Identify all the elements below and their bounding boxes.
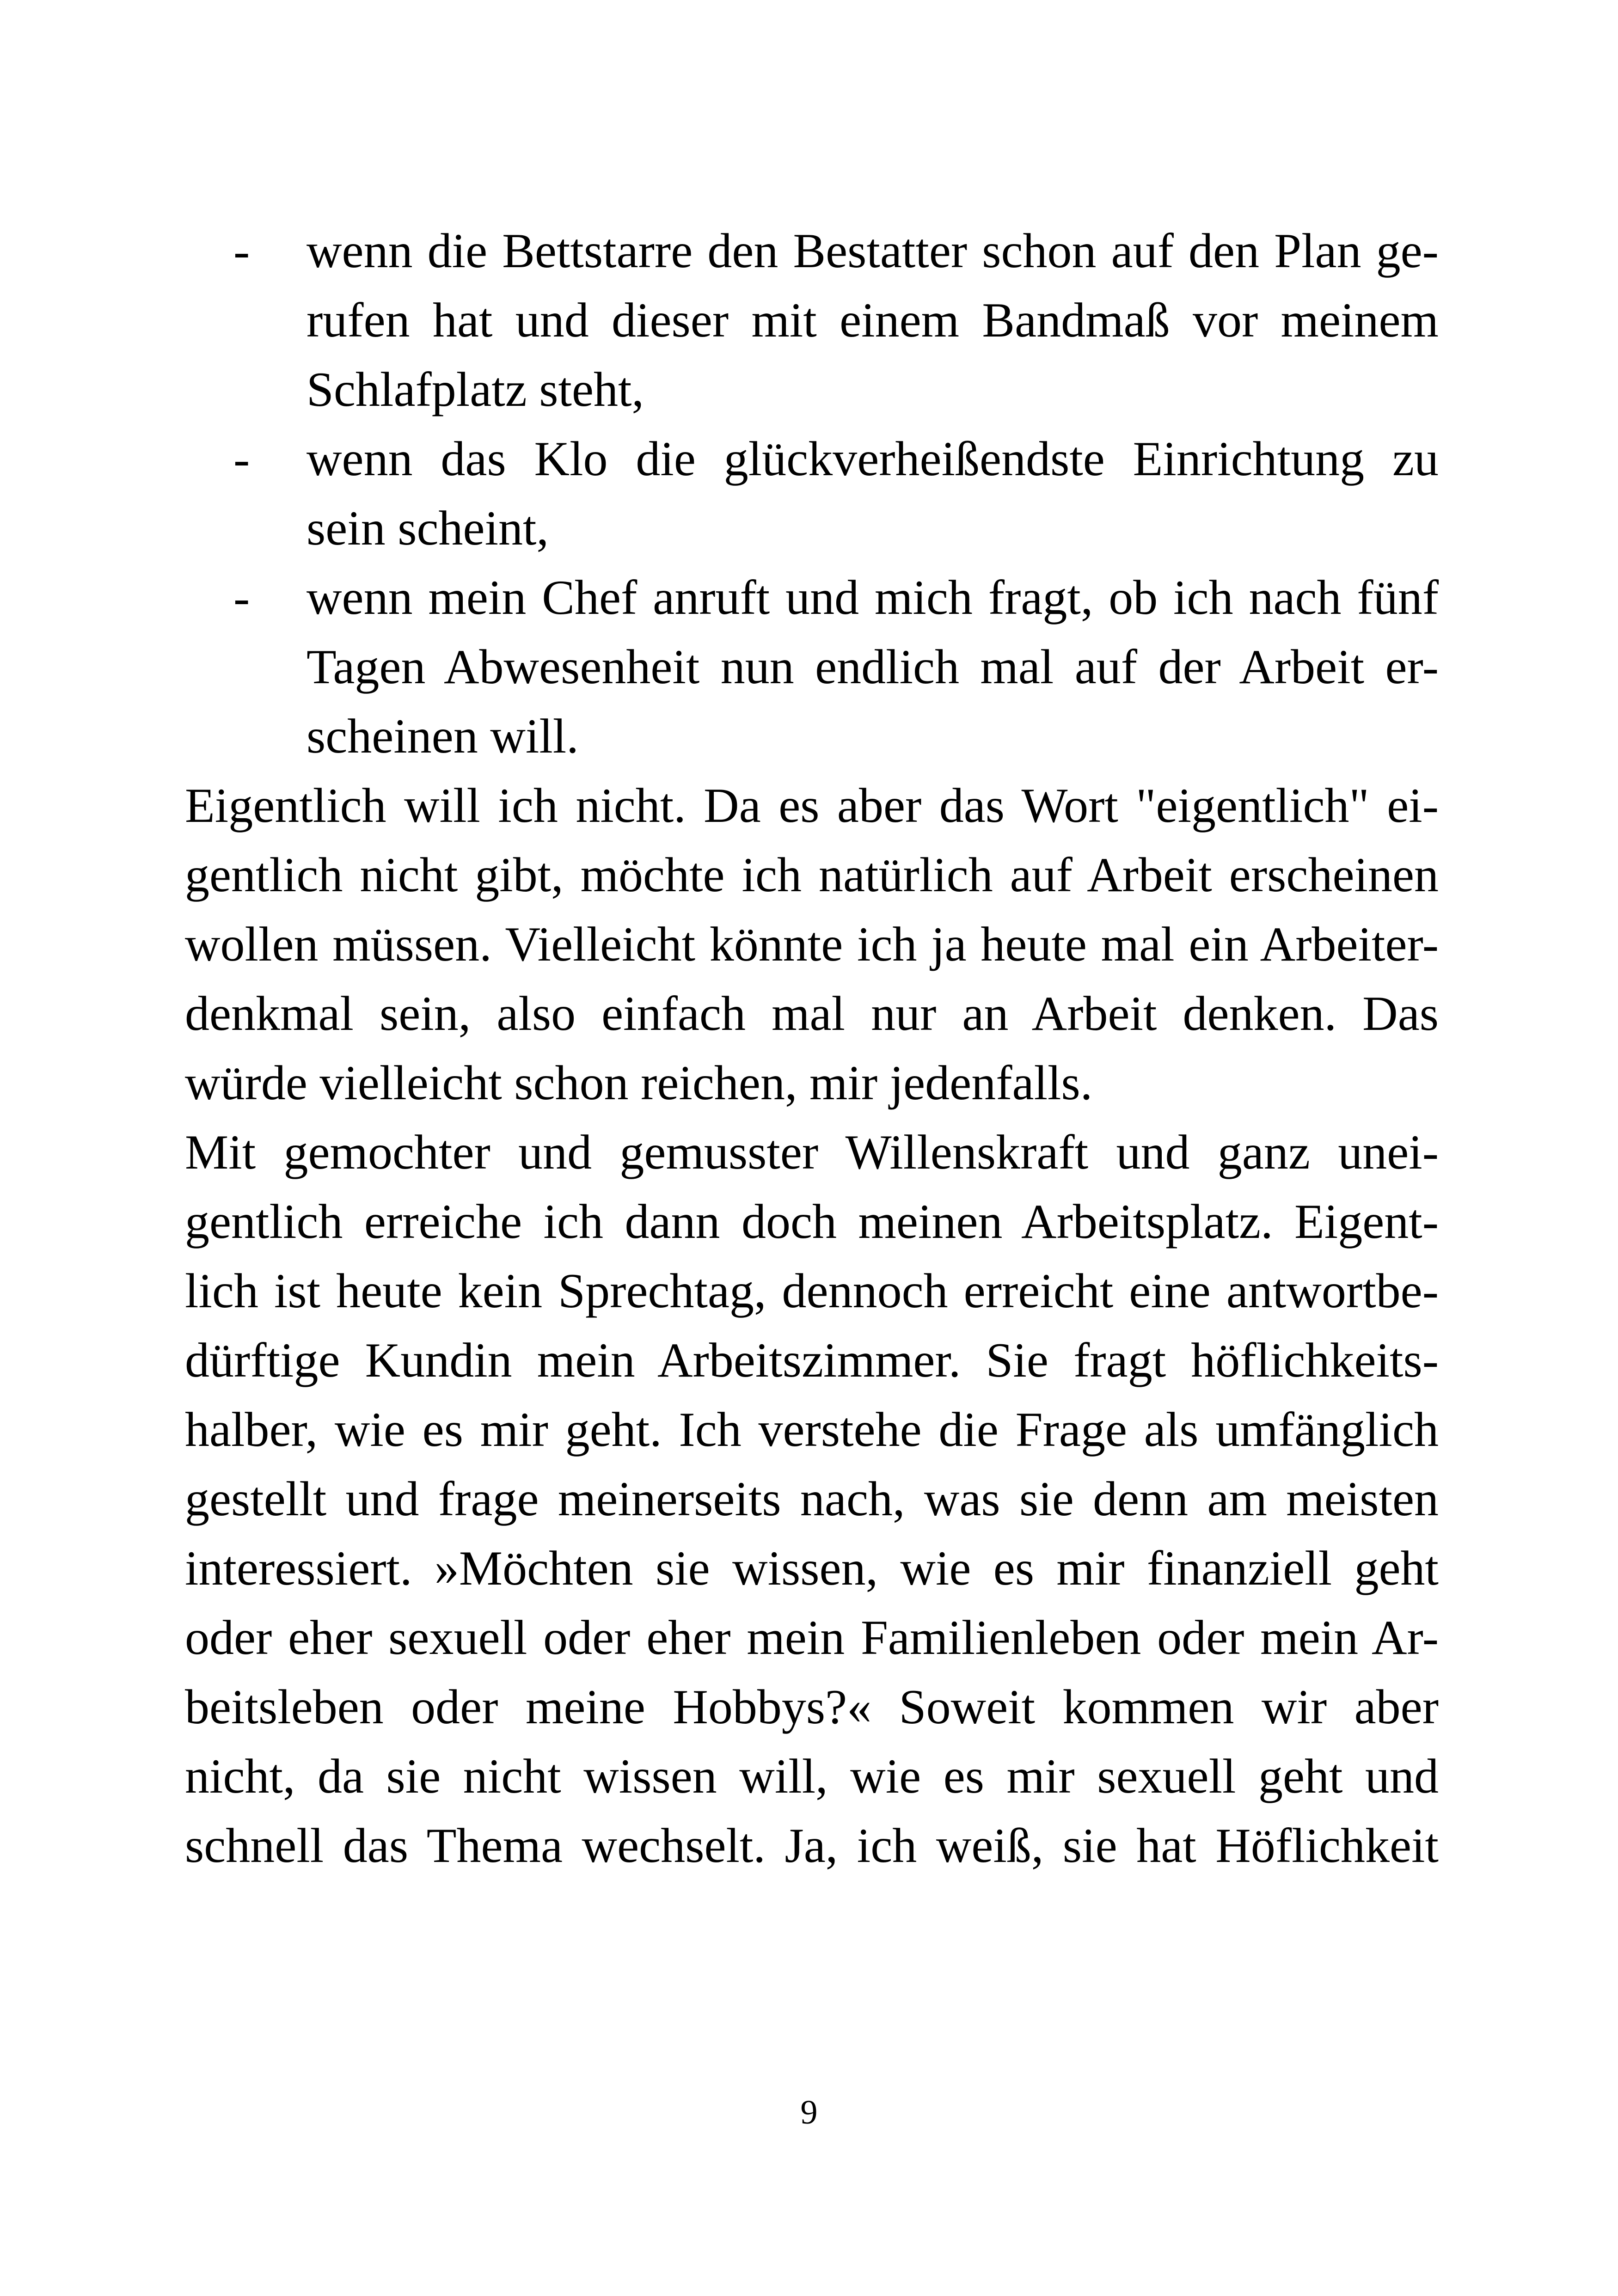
paragraph-line: nicht, da sie nicht wissen will, wie es mir sexuell geht und (185, 1749, 1439, 1803)
paragraph-line: lich ist heute kein Sprechtag, dennoch erreicht eine antwortbe- (185, 1264, 1439, 1318)
paragraph-line: gestellt und frage meinerseits nach, was sie denn am meisten (185, 1472, 1439, 1526)
list-bullet: - (233, 432, 250, 486)
paragraph-line: Mit gemochter und gemusster Willenskraft und ganz unei- (185, 1125, 1439, 1179)
page-number: 9 (800, 2094, 818, 2131)
paragraph-line: gentlich nicht gibt, möchte ich natürlich auf Arbeit erscheinen (185, 848, 1439, 902)
paragraph-line: interessiert. »Möchten sie wissen, wie es mir finanziell geht (185, 1541, 1439, 1595)
paragraph-line: würde vielleicht schon reichen, mir jedenfalls. (185, 1056, 1093, 1110)
list-bullet: - (233, 570, 250, 625)
list-item-line: Schlafplatz steht, (306, 362, 644, 416)
paragraph-line: dürftige Kundin mein Arbeitszimmer. Sie fragt höflichkeits- (185, 1333, 1439, 1387)
paragraph-line: beitsleben oder meine Hobbys?« Soweit kommen wir aber (185, 1680, 1439, 1734)
paragraph-line: Eigentlich will ich nicht. Da es aber das Wort "eigentlich" ei- (185, 778, 1439, 833)
list-item-line: scheinen will. (306, 709, 579, 763)
list-item-line: sein scheint, (306, 501, 549, 555)
paragraph-line: schnell das Thema wechselt. Ja, ich weiß, sie hat Höflichkeit (185, 1818, 1439, 1873)
paragraph-line: halber, wie es mir geht. Ich verstehe die Frage als umfänglich (185, 1402, 1439, 1457)
list-item-line: wenn mein Chef anruft und mich fragt, ob ich nach fünf (306, 570, 1439, 625)
paragraph-line: denkmal sein, also einfach mal nur an Arbeit denken. Das (185, 986, 1439, 1041)
list-item-line: wenn das Klo die glückverheißendste Einrichtung zu (306, 432, 1439, 486)
list-item-line: Tagen Abwesenheit nun endlich mal auf der Arbeit er- (306, 640, 1439, 694)
list-bullet: - (233, 224, 250, 278)
list-item-line: rufen hat und dieser mit einem Bandmaß vor meinem (306, 293, 1439, 347)
paragraph-line: oder eher sexuell oder eher mein Familienleben oder mein Ar- (185, 1610, 1439, 1665)
paragraph-line: gentlich erreiche ich dann doch meinen Arbeitsplatz. Eigent- (185, 1194, 1439, 1249)
paragraph-line: wollen müssen. Vielleicht könnte ich ja heute mal ein Arbeiter- (185, 917, 1439, 971)
list-item-line: wenn die Bettstarre den Bestatter schon auf den Plan ge- (306, 224, 1439, 278)
